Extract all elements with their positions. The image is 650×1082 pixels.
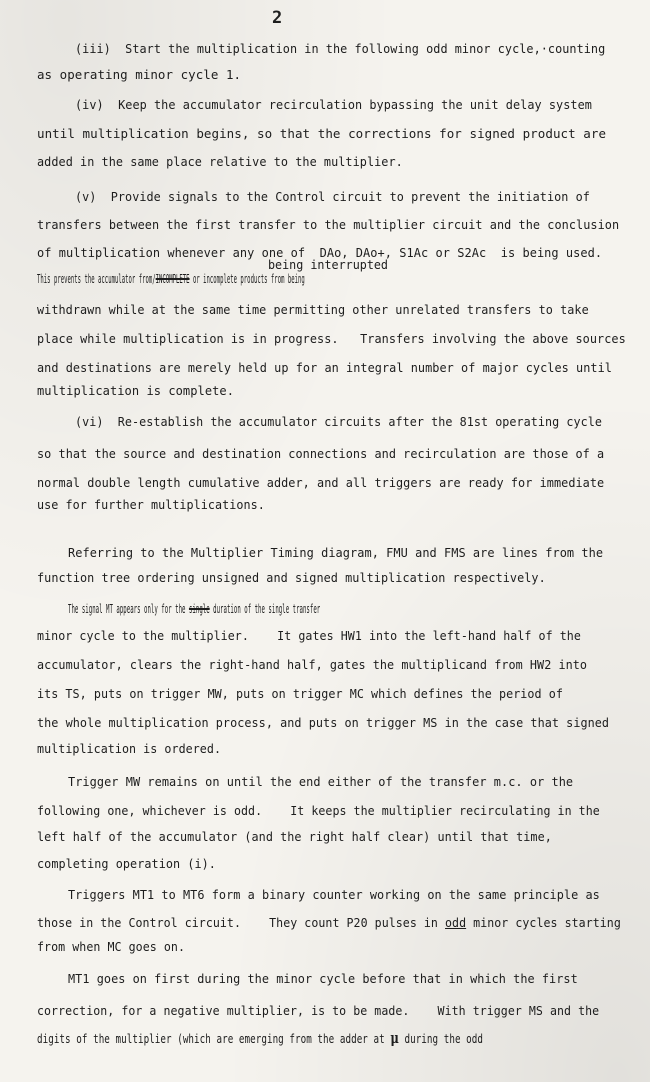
text-line-content: Trigger MW remains on until the end either of the transfer m.c. or the [68, 775, 574, 789]
text-line [37, 271, 305, 287]
text-line [37, 446, 604, 462]
text-line [37, 856, 216, 872]
text-line-content: so that the source and destination connections and recirculation are those of a [37, 447, 605, 461]
text-line [75, 97, 592, 113]
struck-word: single [188, 602, 210, 616]
text-line [37, 939, 185, 955]
text-line [75, 414, 602, 430]
text-line-content: function tree ordering unsigned and signed multiplication respectively. [37, 571, 546, 585]
text-line-content: multiplication is ordered. [37, 742, 222, 756]
text-line-content: multiplication is complete. [37, 384, 235, 398]
text-line-content: from when MC goes on. [37, 940, 186, 954]
text-line-content: Triggers MT1 to MT6 form a binary counter working on the same principle as [68, 888, 600, 902]
handwritten-insertion: being interrupted [268, 258, 389, 272]
text-line-content: (iii) Start the multiplication in the following odd minor cycle,·counting [75, 42, 606, 56]
text-line [37, 741, 221, 757]
text-line [37, 360, 612, 376]
text-line-content: The signal MT appears only for the [68, 602, 189, 616]
text-line [37, 570, 546, 586]
text-line [37, 475, 604, 491]
text-line [37, 829, 552, 845]
text-line-content: This prevents the accumulator from/ [37, 272, 156, 286]
text-line [37, 497, 265, 513]
text-line-content: until multiplication begins, so that the corrections for signed product are [37, 127, 607, 141]
struck-word: INCOMPLETE [155, 272, 190, 286]
text-line [37, 217, 619, 233]
text-line [68, 601, 320, 617]
text-line-content: Referring to the Multiplier Timing diagram, FMU and FMS are lines from the [68, 546, 604, 560]
text-line-content: as operating minor cycle 1. [37, 68, 242, 82]
text-line-rest: minor cycles starting [466, 916, 621, 930]
text-line [37, 915, 621, 931]
underlined-word: odd [445, 916, 467, 930]
text-line [37, 628, 581, 644]
text-line-content: following one, whichever is odd. It keeps the multiplier recirculating in the [37, 804, 600, 818]
text-line-content: completing operation (i). [37, 857, 216, 871]
text-line [37, 657, 587, 673]
text-line-rest: duration of the single transfer [209, 602, 321, 616]
text-line-content: left half of the accumulator (and the right half clear) until that time, [37, 830, 552, 844]
text-line-content: transfers between the first transfer to the multiplier circuit and the conclusion [37, 218, 620, 232]
text-line [37, 126, 606, 142]
text-line [75, 189, 590, 205]
text-line [37, 67, 241, 83]
text-line-content: use for further multiplications. [37, 498, 265, 512]
text-line [68, 545, 603, 561]
text-line-rest: or incomplete products from being [189, 272, 305, 286]
text-line [68, 774, 573, 790]
text-line-content: place while multiplication is in progress. Transfers involving the above sources [37, 332, 626, 346]
text-line-content: (vi) Re-establish the accumulator circuits after the 81st operating cycle [75, 415, 603, 429]
text-line-content: minor cycle to the multiplier. It gates HW1 into the left-hand half of the [37, 629, 581, 643]
text-line-content: digits of the multiplier (which are emerging from the adder at [37, 1032, 391, 1046]
text-line [37, 1030, 483, 1047]
text-line-content: its TS, puts on trigger MW, puts on trigger MC which defines the period of [37, 687, 563, 701]
text-line [37, 302, 589, 318]
text-line-content: and destinations are merely held up for an integral number of major cycles until [37, 361, 612, 375]
text-line-content: accumulator, clears the right-hand half, gates the multiplicand from HW2 into [37, 658, 588, 672]
text-line [37, 1003, 599, 1019]
text-line [37, 154, 403, 170]
text-line [37, 803, 600, 819]
text-line-content: the whole multiplication process, and puts on trigger MS in the case that signed [37, 716, 610, 730]
text-line-content: normal double length cumulative adder, and all triggers are ready for immediate [37, 476, 605, 490]
text-line [37, 715, 609, 731]
text-line-rest: during the odd [398, 1032, 483, 1046]
text-line [68, 887, 600, 903]
text-line-content: withdrawn while at the same time permitting other unrelated transfers to take [37, 303, 589, 317]
text-line [68, 971, 578, 987]
text-line [37, 383, 234, 399]
text-line-content: (v) Provide signals to the Control circuit to prevent the initiation of [75, 190, 590, 204]
page-number: 2 [272, 8, 283, 28]
text-line [37, 686, 563, 702]
text-line-content: added in the same place relative to the multiplier. [37, 155, 403, 169]
mu-symbol: μ [390, 1029, 399, 1047]
text-line-content: (iv) Keep the accumulator recirculation bypassing the unit delay system [75, 98, 592, 112]
text-line [75, 41, 605, 57]
text-line-content: those in the Control circuit. They count P20 pulses in [37, 916, 446, 930]
text-line-content: MT1 goes on first during the minor cycle before that in which the first [68, 972, 578, 986]
text-line-content: of multiplication whenever any one of DAo, DAo+, S1Ac or S2Ac is being used. [37, 246, 603, 260]
text-line-content: correction, for a negative multiplier, is to be made. With trigger MS and the [37, 1004, 600, 1018]
text-line [37, 245, 602, 261]
text-line [37, 331, 626, 347]
